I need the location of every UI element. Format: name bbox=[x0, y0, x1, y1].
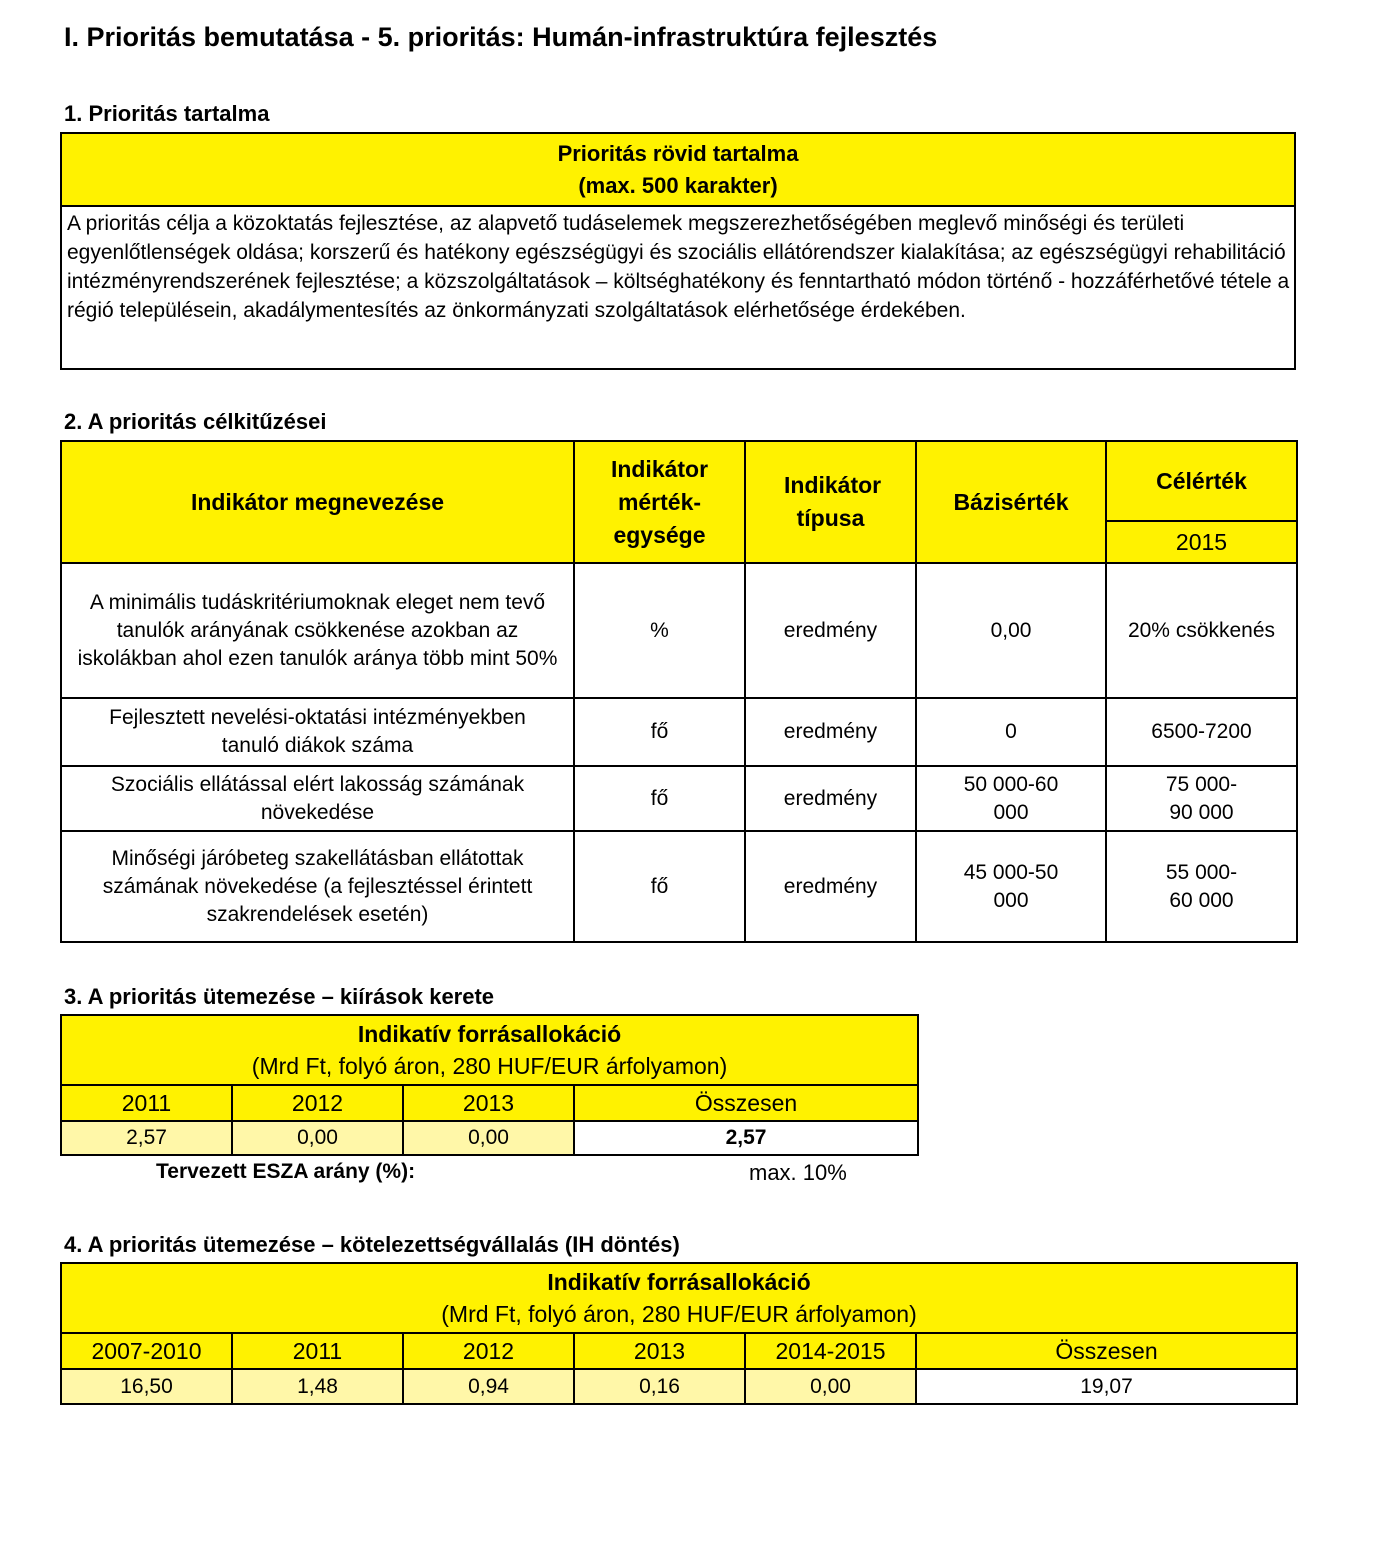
commitment-allocation-table bbox=[60, 1262, 1298, 1405]
header-indicator-type: Indikátor típusa bbox=[745, 441, 916, 563]
year-value: 0,00 bbox=[232, 1121, 403, 1155]
allocation-title: Indikatív forrásallokáció bbox=[547, 1269, 811, 1295]
indicator-target: 6500-7200 bbox=[1106, 698, 1297, 766]
indicator-type: eredmény bbox=[745, 831, 916, 942]
indicator-unit: fő bbox=[574, 698, 745, 766]
section1-heading: 1. Prioritás tartalma bbox=[64, 101, 270, 126]
priority-content-text: A prioritás célja a közoktatás fejlesztése, az alapvető tudáselemek megszerezhetőségében meglevő minőségi és területi egyenlőtlenségek oldása; korszerű és hatékony egészségügyi és szociális ellátórendszer kialakítása; az egészségügyi rehabilitáció intézményrendszerének fejlesztése; a közszolgáltatások – költséghatékony és fenntartható módon történő - hozzáférhetővé tétele a régió településein, akadálymentesítés az önkormányzati szolgáltatások elérhetősége érdekében. bbox=[61, 206, 1295, 369]
period-header: 2014-2015 bbox=[745, 1333, 916, 1369]
allocation-subtitle: (Mrd Ft, folyó áron, 280 HUF/EUR árfolyamon) bbox=[441, 1301, 917, 1327]
total-value: 19,07 bbox=[916, 1369, 1297, 1404]
indicator-unit: fő bbox=[574, 766, 745, 831]
page-title: I. Prioritás bemutatása - 5. prioritás: Humán-infrastruktúra fejlesztés bbox=[64, 22, 938, 52]
indicator-name: Fejlesztett nevelési-oktatási intézményekben tanuló diákok száma bbox=[61, 698, 574, 766]
indicator-base: 0 bbox=[916, 698, 1106, 766]
period-header: 2012 bbox=[403, 1333, 574, 1369]
indicator-base: 0,00 bbox=[916, 563, 1106, 698]
period-header: 2013 bbox=[574, 1333, 745, 1369]
indicator-base: 45 000-50 000 bbox=[916, 831, 1106, 942]
priority-content-header bbox=[61, 133, 1295, 206]
period-header: 2007-2010 bbox=[61, 1333, 232, 1369]
indicator-type: eredmény bbox=[745, 766, 916, 831]
indicator-unit: % bbox=[574, 563, 745, 698]
header-target-year: 2015 bbox=[1106, 521, 1297, 563]
indicator-type: eredmény bbox=[745, 563, 916, 698]
header-base-value: Bázisérték bbox=[916, 441, 1106, 563]
year-header: 2013 bbox=[403, 1085, 574, 1121]
allocation-subtitle: (Mrd Ft, folyó áron, 280 HUF/EUR árfolyamon) bbox=[251, 1053, 728, 1079]
total-header: Összesen bbox=[916, 1333, 1297, 1369]
indicator-base: 50 000-60 000 bbox=[916, 766, 1106, 831]
section4-heading: 4. A prioritás ütemezése – kötelezettségvállalás (IH döntés) bbox=[64, 1232, 680, 1257]
period-value: 1,48 bbox=[232, 1369, 403, 1404]
year-header: 2011 bbox=[61, 1085, 232, 1121]
table-row bbox=[61, 563, 1297, 698]
indicator-unit: fő bbox=[574, 831, 745, 942]
table-row bbox=[61, 766, 1297, 831]
indicator-target: 75 000-90 000 bbox=[1106, 766, 1297, 831]
period-value: 16,50 bbox=[61, 1369, 232, 1404]
priority-content-title: Prioritás rövid tartalma bbox=[557, 140, 799, 166]
year-value: 2,57 bbox=[61, 1121, 232, 1155]
section2-heading: 2. A prioritás célkitűzései bbox=[64, 409, 327, 434]
allocation-header bbox=[61, 1015, 918, 1085]
indicator-target: 55 000-60 000 bbox=[1106, 831, 1297, 942]
header-indicator-unit: Indikátor mérték-egysége bbox=[574, 441, 745, 563]
header-indicator-name: Indikátor megnevezése bbox=[61, 441, 574, 563]
priority-content-table bbox=[60, 132, 1296, 370]
period-value: 0,94 bbox=[403, 1369, 574, 1404]
indicator-name: Szociális ellátással elért lakosság számának növekedése bbox=[61, 766, 574, 831]
year-value: 0,00 bbox=[403, 1121, 574, 1155]
period-value: 0,00 bbox=[745, 1369, 916, 1404]
esza-value: max. 10% bbox=[749, 1160, 847, 1185]
esza-label: Tervezett ESZA arány (%): bbox=[156, 1160, 416, 1183]
year-header: 2012 bbox=[232, 1085, 403, 1121]
indicator-name: Minőségi járóbeteg szakellátásban ellátottak számának növekedése (a fejlesztéssel érintett szakrendelések esetén) bbox=[61, 831, 574, 942]
table-row bbox=[61, 698, 1297, 766]
priority-content-limit: (max. 500 karakter) bbox=[578, 172, 778, 198]
table-row bbox=[61, 831, 1297, 942]
indicator-type: eredmény bbox=[745, 698, 916, 766]
period-header: 2011 bbox=[232, 1333, 403, 1369]
indicator-table bbox=[60, 440, 1298, 943]
allocation-header bbox=[61, 1263, 1297, 1333]
section3-heading: 3. A prioritás ütemezése – kiírások kerete bbox=[64, 984, 495, 1009]
indicator-name: A minimális tudáskritériumoknak eleget nem tevő tanulók arányának csökkenése azokban az iskolákban ahol ezen tanulók aránya több mint 50% bbox=[61, 563, 574, 698]
period-value: 0,16 bbox=[574, 1369, 745, 1404]
header-target-value: Célérték bbox=[1106, 441, 1297, 521]
allocation-title: Indikatív forrásallokáció bbox=[357, 1021, 622, 1047]
indicator-target: 20% csökkenés bbox=[1106, 563, 1297, 698]
call-allocation-table bbox=[60, 1014, 919, 1156]
total-value: 2,57 bbox=[574, 1121, 918, 1155]
total-header: Összesen bbox=[574, 1085, 918, 1121]
